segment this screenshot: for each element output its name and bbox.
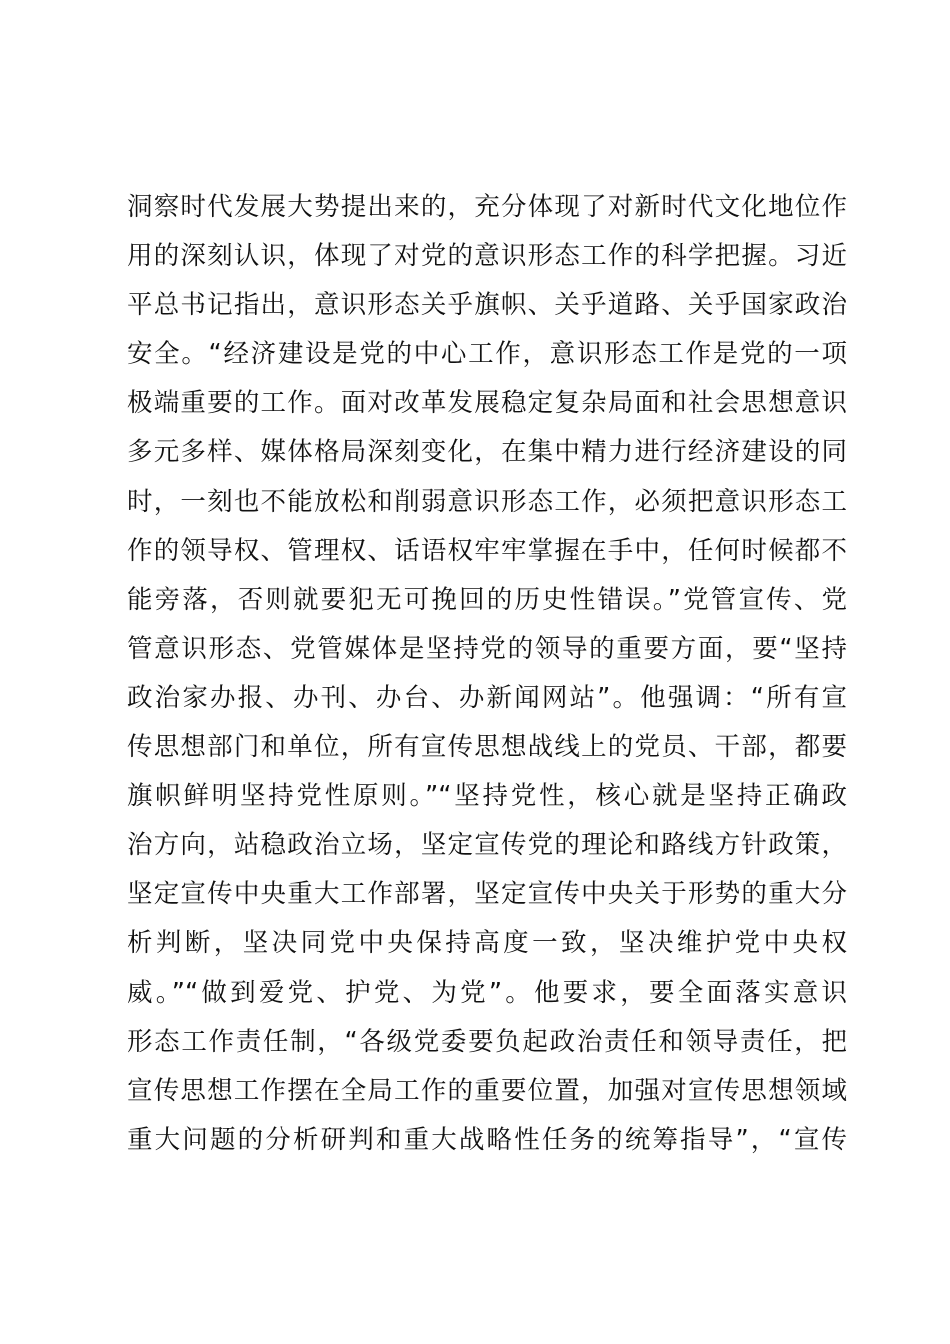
text-line: 极端重要的工作。面对改革发展稳定复杂局面和社会思想意识 bbox=[127, 388, 847, 419]
text-line: 传思想部门和单位，所有宣传思想战线上的党员、干部，都要 bbox=[127, 732, 847, 763]
text-line: 坚定宣传中央重大工作部署，坚定宣传中央关于形势的重大分 bbox=[127, 879, 847, 910]
text-line: 作的领导权、管理权、话语权牢牢掌握在手中，任何时候都不 bbox=[127, 535, 847, 566]
text-line: 安全。“经济建设是党的中心工作，意识形态工作是党的一项 bbox=[127, 339, 847, 370]
text-line: 析判断，坚决同党中央保持高度一致，坚决维护党中央权 bbox=[127, 928, 847, 959]
text-line: 用的深刻认识，体现了对党的意识形态工作的科学把握。习近 bbox=[127, 241, 847, 272]
text-line: 管意识形态、党管媒体是坚持党的领导的重要方面，要“坚持 bbox=[127, 633, 847, 664]
text-line: 重大问题的分析研判和重大战略性任务的统筹指导”，“宣传 bbox=[127, 1124, 847, 1155]
text-line: 能旁落，否则就要犯无可挽回的历史性错误。”党管宣传、党 bbox=[127, 584, 847, 615]
text-line: 政治家办报、办刊、办台、办新闻网站”。他强调：“所有宣 bbox=[127, 682, 847, 713]
text-line: 平总书记指出，意识形态关乎旗帜、关乎道路、关乎国家政治 bbox=[127, 290, 847, 321]
text-line: 洞察时代发展大势提出来的，充分体现了对新时代文化地位作 bbox=[127, 192, 847, 222]
text-line: 旗帜鲜明坚持党性原则。”“坚持党性，核心就是坚持正确政 bbox=[127, 781, 847, 812]
text-line: 多元多样、媒体格局深刻变化，在集中精力进行经济建设的同 bbox=[127, 437, 847, 468]
text-line: 形态工作责任制，“各级党委要负起政治责任和领导责任，把 bbox=[127, 1026, 847, 1057]
text-line: 威。”“做到爱党、护党、为党”。他要求，要全面落实意识 bbox=[127, 977, 847, 1008]
body-paragraph bbox=[127, 183, 847, 1165]
text-line: 治方向，站稳政治立场，坚定宣传党的理论和路线方针政策， bbox=[127, 830, 847, 861]
text-line: 时，一刻也不能放松和削弱意识形态工作，必须把意识形态工 bbox=[127, 486, 847, 517]
text-line: 宣传思想工作摆在全局工作的重要位置，加强对宣传思想领域 bbox=[127, 1075, 847, 1106]
